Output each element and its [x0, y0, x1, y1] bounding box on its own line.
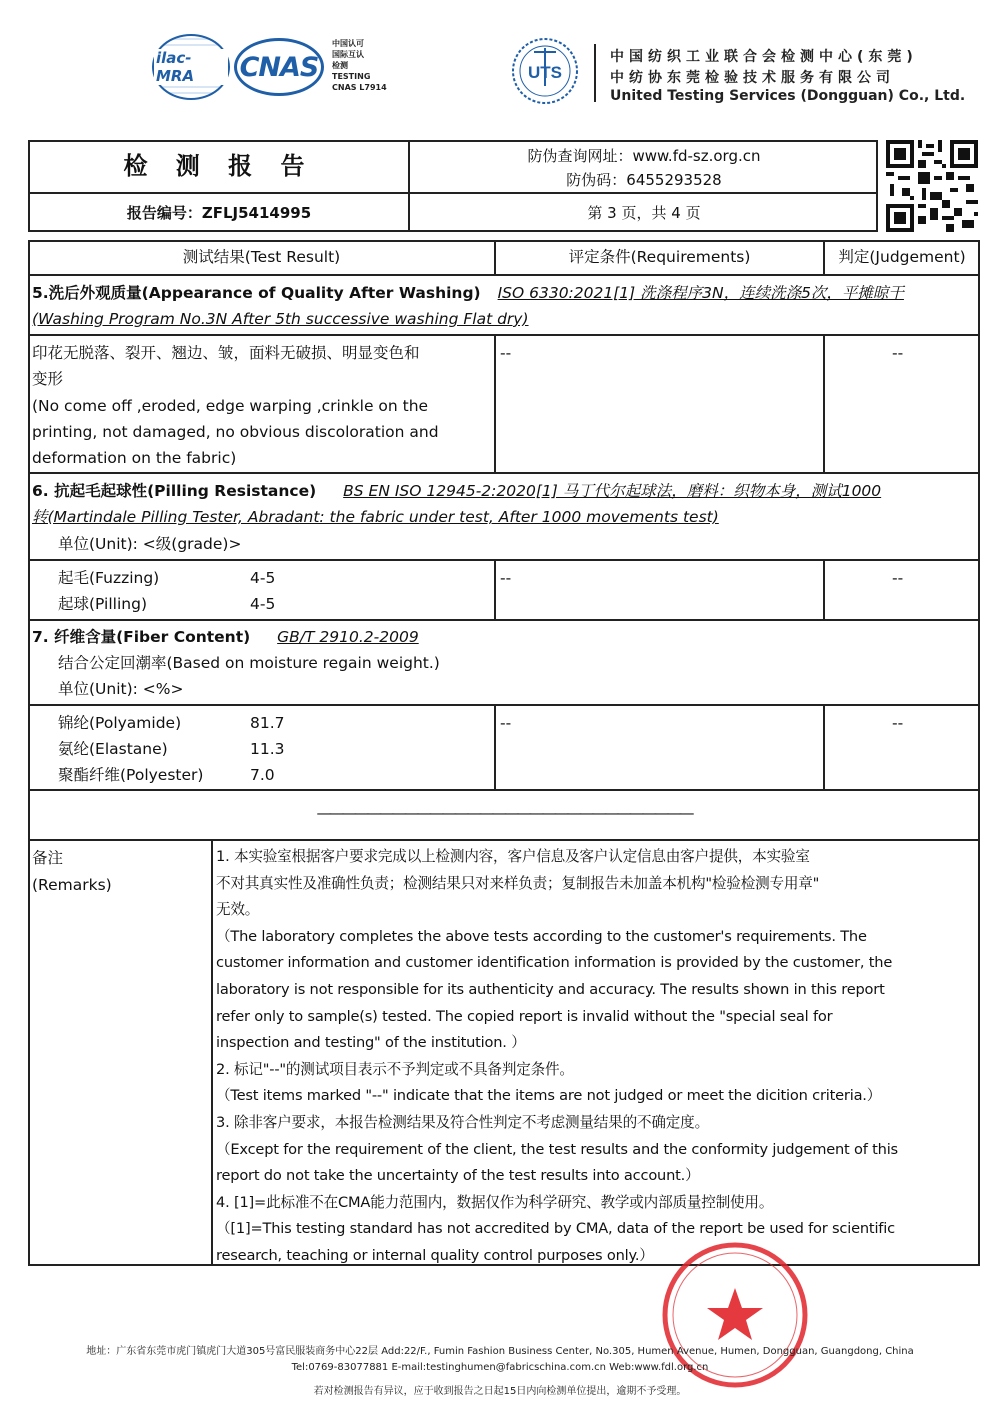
s7-basis: 结合公定回潮率(Based on moisture regain weight.) — [58, 654, 440, 672]
s5-standard: ISO 6330:2021[1] 洗涤程序3N，连续洗涤5次，平摊晾干 — [497, 284, 904, 302]
company-name-en: United Testing Services (Dongguan) Co., Ltd. — [610, 88, 966, 104]
remark-line: 2. 标记"--"的测试项目表示不予判定或不具备判定条件。 — [216, 1060, 574, 1078]
remark-line: 1. 本实验室根据客户要求完成以上检测内容，客户信息及客户认定信息由客户提供，本实验室 — [216, 848, 810, 865]
s5-en-line-2: printing, not damaged, no obvious discoloration and — [32, 423, 439, 441]
ilac-logo-text: ilac-MRA — [154, 49, 228, 85]
s6-unit: 单位(Unit): <级(grade)> — [58, 535, 242, 553]
s7-requirement: -- — [500, 714, 512, 732]
s5-header — [32, 280, 904, 306]
header-divider — [594, 44, 596, 102]
cnas-line: 中国认可 — [332, 39, 364, 48]
remark-line: report do not take the uncertainty of the test results into account.） — [216, 1167, 700, 1185]
s6-judgement: -- — [892, 569, 904, 587]
remark-line: （Test items marked "--" indicate that the items are not judged or meet the dicition criteria.） — [216, 1087, 882, 1105]
s7-title: 7. 纤维含量(Fiber Content) — [32, 628, 251, 646]
remark-line: research, teaching or internal quality control purposes only.） — [216, 1246, 654, 1264]
s6-title: 6. 抗起毛起球性(Pilling Resistance) — [32, 482, 317, 500]
remark-line: 3. 除非客户要求，本报告检测结果及符合性判定不考虑测量结果的不确定度。 — [216, 1113, 709, 1131]
report-number: 报告编号：ZFLJ5414995 — [126, 204, 312, 222]
remark-line: （Except for the requirement of the client, the test results and the conformity judgement of this — [216, 1140, 898, 1158]
end-separator: —————————————————————————————— — [316, 804, 692, 822]
s7-row-label: 氨纶(Elastane) — [58, 740, 168, 758]
cnas-accreditation-text — [332, 38, 387, 93]
s5-judgement: -- — [892, 344, 904, 362]
remark-line: inspection and testing" of the institution. ） — [216, 1034, 526, 1052]
s6-standard-cont: 转(Martindale Pilling Tester, Abradant: the fabric under test, After 1000 movements test) — [32, 508, 719, 526]
s7-row-label: 聚酯纤维(Polyester) — [58, 766, 204, 784]
s5-cn-line-2: 变形 — [32, 370, 64, 388]
remark-line: （[1]=This testing standard has not accredited by CMA, data of the report be used for scientific — [216, 1220, 895, 1238]
col-header-requirements: 评定条件(Requirements) — [568, 248, 751, 266]
s7-row-value: 11.3 — [250, 740, 285, 758]
test-result-table — [28, 240, 980, 1266]
s5-standard-cont: (Washing Program No.3N After 5th successive washing Flat dry) — [32, 310, 529, 328]
page-info: 第 3 页，共 4 页 — [587, 204, 701, 222]
remark-line: laboratory is not responsible for its authenticity and accuracy. The results shown in this report — [216, 980, 885, 998]
s7-row-label: 锦纶(Polyamide) — [58, 714, 182, 732]
cnas-line: TESTING — [332, 72, 371, 81]
remark-line: 无效。 — [216, 901, 260, 919]
s6-row-label: 起毛(Fuzzing) — [58, 569, 160, 587]
report-title: 检 测 报 告 — [123, 152, 315, 180]
footer-address: 地址：广东省东莞市虎门镇虎门大道305号富民服装商务中心22层 Add:22/F., Fumin Fashion Business Center, No.305, Humen Avenue, Humen, Dongguan, Guangdong, China — [86, 1346, 914, 1357]
cnas-line: 检测 — [332, 61, 348, 70]
title-box-divider-h — [28, 192, 878, 194]
s5-cn-line-1: 印花无脱落、裂开、翘边、皱，面料无破损、明显变色和 — [32, 344, 420, 362]
remark-line: 不对其真实性及准确性负责；检测结果只对来样负责；复制报告未加盖本机构"检验检测专用章" — [216, 874, 820, 892]
s6-standard: BS EN ISO 12945-2:2020[1] 马丁代尔起球法，磨料：织物本身，测试1000 — [343, 482, 882, 500]
ilac-mra-logo — [152, 34, 230, 100]
cnas-line: 国际互认 — [332, 50, 364, 59]
remarks-content — [216, 844, 976, 1270]
s7-judgement: -- — [892, 714, 904, 732]
s6-row-label: 起球(Pilling) — [58, 595, 147, 613]
remarks-label-en: (Remarks) — [32, 876, 112, 894]
cnas-logo — [234, 38, 324, 96]
uts-logo-text: UTS — [528, 63, 562, 82]
s7-row-value: 7.0 — [250, 766, 275, 784]
cnas-logo-text: CNAS — [239, 51, 319, 83]
remarks-label-cn: 备注 — [32, 849, 64, 867]
col-header-result: 测试结果(Test Result) — [182, 248, 341, 266]
footer-notice: 若对检测报告有异议，应于收到报告之日起15日内向检测单位提出，逾期不予受理。 — [313, 1386, 687, 1397]
company-name-cn-1: 中国纺织工业联合会检测中心(东莞) — [610, 49, 918, 65]
uts-logo — [510, 36, 580, 106]
verify-code: 防伪码：6455293528 — [566, 171, 722, 189]
remark-line: 4. [1]=此标准不在CMA能力范围内，数据仅作为科学研究、教学或内部质量控制使用。 — [216, 1193, 774, 1211]
s5-title: 5.洗后外观质量(Appearance of Quality After Washing) — [32, 284, 481, 302]
remark-line: customer information and customer identification information is provided by the customer, the — [216, 954, 893, 972]
remark-line: （The laboratory completes the above tests according to the customer's requirements. The — [216, 927, 867, 945]
col-header-judgement: 判定(Judgement) — [838, 248, 966, 266]
s5-en-line-1: (No come off ,eroded, edge warping ,crinkle on the — [32, 397, 429, 415]
qr-code-icon — [886, 140, 978, 232]
s7-unit: 单位(Unit): <%> — [58, 680, 184, 698]
s7-row-value: 81.7 — [250, 714, 285, 732]
verify-url: 防伪查询网址：www.fd-sz.org.cn — [527, 147, 761, 165]
s6-row-value: 4-5 — [250, 595, 276, 613]
s5-requirement: -- — [500, 344, 512, 362]
s5-en-line-3: deformation on the fabric) — [32, 449, 237, 467]
s6-header — [32, 478, 881, 504]
footer-contact: Tel:0769-83077881 E-mail:testinghumen@fabricschina.com.cn Web:www.fdl.org.cn — [291, 1362, 709, 1373]
cnas-line: CNAS L7914 — [332, 83, 387, 92]
remark-line: refer only to sample(s) tested. The copied report is invalid without the "special seal for — [216, 1007, 833, 1025]
s7-header — [32, 624, 419, 650]
s6-row-value: 4-5 — [250, 569, 276, 587]
company-name-cn-2: 中纺协东莞检验技术服务有限公司 — [610, 70, 895, 86]
s7-standard: GB/T 2910.2-2009 — [277, 628, 419, 646]
s6-requirement: -- — [500, 569, 512, 587]
